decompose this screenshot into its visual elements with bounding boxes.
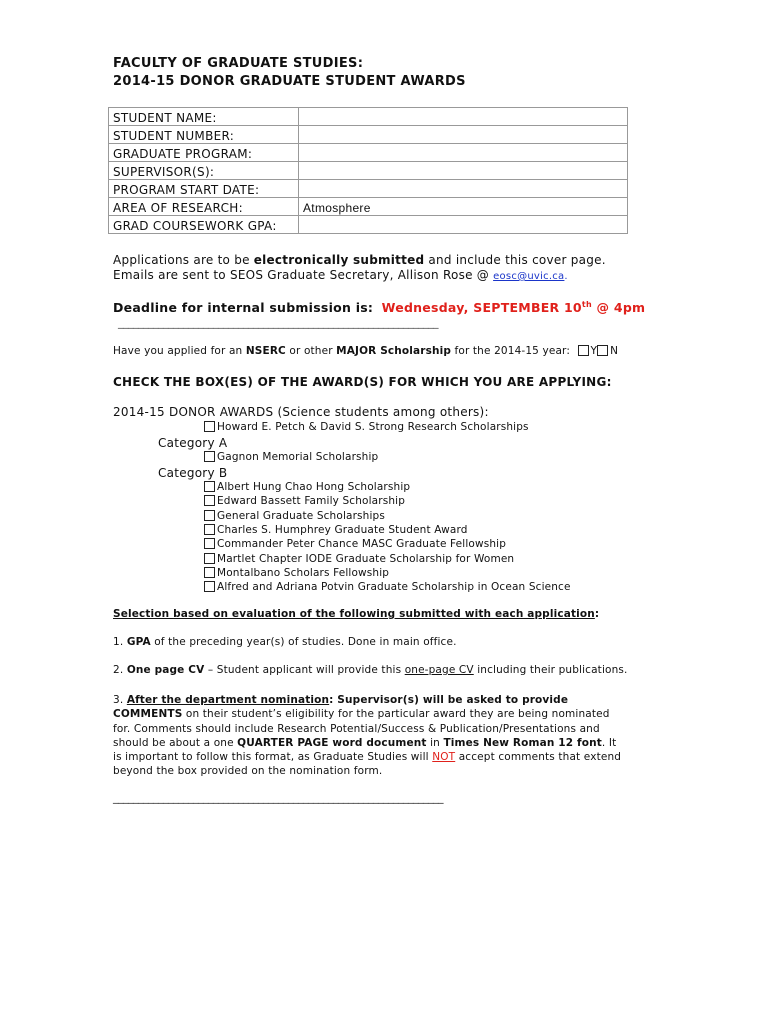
nserc-no-checkbox[interactable] xyxy=(597,345,608,356)
form-row-value-field[interactable] xyxy=(299,162,628,180)
award-label: Alfred and Adriana Potvin Graduate Scholarship in Ocean Science xyxy=(217,581,571,594)
nserc-no-label: N xyxy=(610,345,619,357)
student-info-table xyxy=(108,107,628,234)
award-checkbox[interactable] xyxy=(204,481,215,492)
document-title-line2: 2014-15 DONOR GRADUATE STUDENT AWARDS xyxy=(113,74,466,89)
form-row xyxy=(109,216,628,234)
deadline-line xyxy=(113,300,645,315)
award-checkbox[interactable] xyxy=(204,581,215,592)
award-checkbox[interactable] xyxy=(204,553,215,564)
award-label: Commander Peter Chance MASC Graduate Fellowship xyxy=(217,538,507,551)
award-checkbox[interactable] xyxy=(204,510,215,521)
award-category-b-item xyxy=(204,481,410,493)
form-row-value-field[interactable] xyxy=(299,216,628,234)
donor-awards-heading: 2014-15 DONOR AWARDS (Science students among others): xyxy=(113,405,489,419)
form-row xyxy=(109,198,628,216)
award-label: General Graduate Scholarships xyxy=(217,509,385,522)
electronically-submitted-text: electronically submitted xyxy=(253,253,425,267)
award-checkbox[interactable] xyxy=(204,524,215,535)
form-row-value-field[interactable] xyxy=(299,126,628,144)
form-row-label: PROGRAM START DATE: xyxy=(109,180,299,198)
award-label: Howard E. Petch & David S. Strong Research Scholarships xyxy=(217,421,529,433)
category-a-label: Category A xyxy=(158,436,228,450)
selection-item-cv: 2. One page CV – Student applicant will provide this one-page CV including their publications. xyxy=(113,664,628,676)
form-row-label: GRAD COURSEWORK GPA: xyxy=(109,216,299,234)
award-checkbox[interactable] xyxy=(204,567,215,578)
award-checkbox[interactable] xyxy=(204,538,215,549)
applications-line2: Emails are sent to SEOS Graduate Secretary, Allison Rose @ eosc@uvic.ca. xyxy=(113,268,568,282)
nserc-question: Have you applied for an NSERC or other MAJOR Scholarship for the 2014-15 year: Y N xyxy=(113,345,619,357)
category-b-label: Category B xyxy=(158,466,228,480)
form-row-label: SUPERVISOR(S): xyxy=(109,162,299,180)
email-link[interactable]: eosc@uvic.ca xyxy=(493,271,565,282)
document-title-line1: FACULTY OF GRADUATE STUDIES: xyxy=(113,56,364,71)
award-general-item xyxy=(204,421,529,433)
selection-heading: Selection based on evaluation of the following submitted with each application: xyxy=(113,608,600,620)
form-row-value-field[interactable]: Atmosphere xyxy=(299,198,628,216)
award-checkbox[interactable] xyxy=(204,421,215,432)
award-category-b-item xyxy=(204,510,385,522)
award-category-b-item xyxy=(204,581,571,593)
form-row xyxy=(109,162,628,180)
form-row-value-field[interactable] xyxy=(299,108,628,126)
form-row xyxy=(109,108,628,126)
award-category-b-item xyxy=(204,495,405,507)
award-category-b-item xyxy=(204,524,468,536)
form-row-value-field[interactable] xyxy=(299,144,628,162)
applications-line1: Applications are to be electronically submitted and include this cover page. xyxy=(113,253,606,267)
nserc-yes-label: Y xyxy=(590,345,598,357)
award-category-b-item xyxy=(204,567,389,579)
award-category-b-item xyxy=(204,538,506,550)
award-label: Martlet Chapter IODE Graduate Scholarship for Women xyxy=(217,552,515,565)
check-boxes-heading: CHECK THE BOX(ES) OF THE AWARD(S) FOR WHICH YOU ARE APPLYING: xyxy=(113,375,612,389)
form-row-label: AREA OF RESEARCH: xyxy=(109,198,299,216)
award-label: Charles S. Humphrey Graduate Student Award xyxy=(217,523,468,536)
award-label: Edward Bassett Family Scholarship xyxy=(217,495,406,508)
deadline-label: Deadline for internal submission is: xyxy=(113,300,374,316)
form-row xyxy=(109,144,628,162)
award-category-b-item xyxy=(204,553,514,565)
selection-item-nomination: 3. After the department nomination: Supervisor(s) will be asked to provide COMMENTS on their student’s eligibility for the particular award they are being nominated for. Comments should include Research Potential/Success & Publication/Presentations and should be about a one QUARTER PAGE word document in Times New Roman 12 font. It is important to follow this format, as Graduate Studies will NOT accept comments that extend beyond the box provided on the nomination form. xyxy=(113,694,622,778)
form-row-value-field[interactable] xyxy=(299,180,628,198)
award-checkbox[interactable] xyxy=(204,495,215,506)
award-category-a-item xyxy=(204,451,378,463)
form-row-label: STUDENT NAME: xyxy=(109,108,299,126)
deadline-date: Wednesday, SEPTEMBER 10th @ 4pm xyxy=(381,300,646,316)
separator-line: ________________________________________________________________ xyxy=(118,316,438,329)
form-row xyxy=(109,126,628,144)
nserc-yes-checkbox[interactable] xyxy=(578,345,589,356)
award-checkbox[interactable] xyxy=(204,451,215,462)
selection-item-gpa: 1. GPA of the preceding year(s) of studies. Done in main office. xyxy=(113,636,457,648)
award-label: Gagnon Memorial Scholarship xyxy=(217,451,379,463)
form-row-label: GRADUATE PROGRAM: xyxy=(109,144,299,162)
form-row-label: STUDENT NUMBER: xyxy=(109,126,299,144)
award-label: Albert Hung Chao Hong Scholarship xyxy=(217,481,411,493)
award-label: Montalbano Scholars Fellowship xyxy=(217,566,390,579)
form-row xyxy=(109,180,628,198)
bottom-separator-line: __________________________________________________________________ xyxy=(113,791,443,804)
